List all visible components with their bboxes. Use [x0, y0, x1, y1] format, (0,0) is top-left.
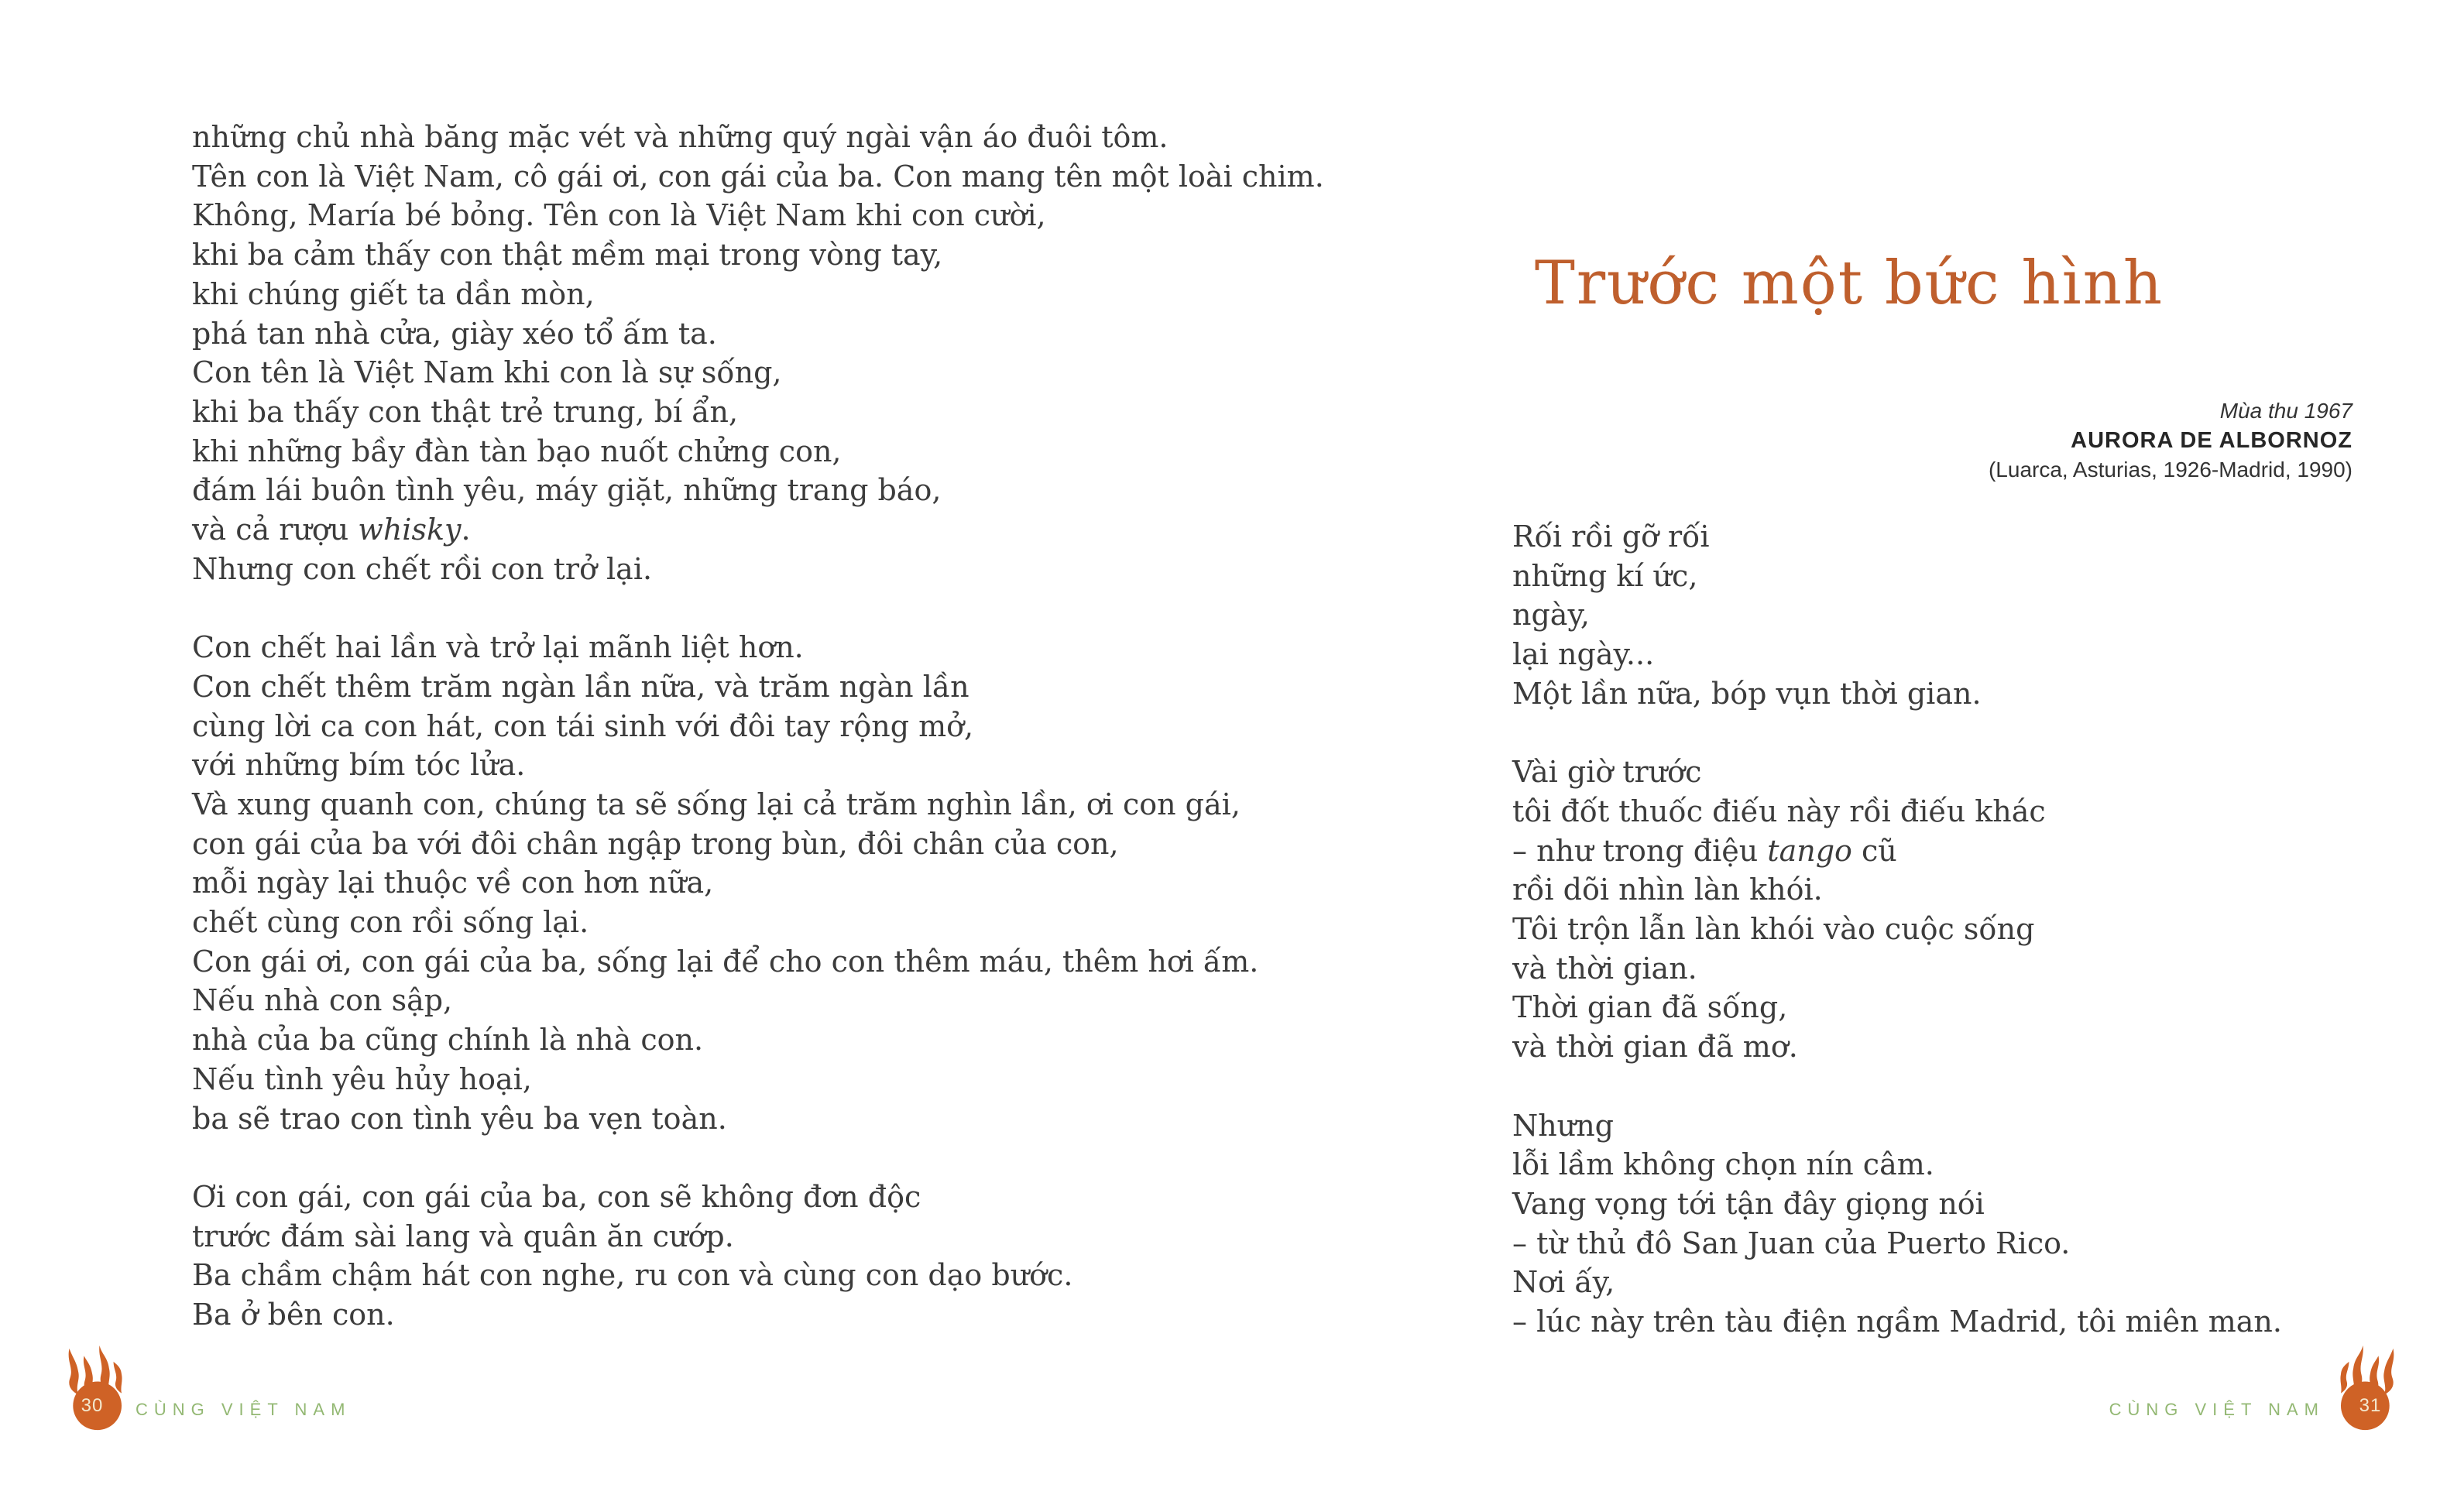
- attribution-block: [1508, 396, 2352, 485]
- poem-line: khi ba cảm thấy con thật mềm mại trong vòng tay,: [192, 238, 943, 273]
- poem-line: khi chúng giết ta dần mòn,: [192, 276, 595, 311]
- running-footer-left: CÙNG VIỆT NAM: [136, 1400, 352, 1419]
- poem-line: Một lần nữa, bóp vụn thời gian.: [1512, 676, 1982, 711]
- poem-line: [192, 1138, 1324, 1178]
- poem-line: – như trong điệu tango cũ: [1512, 833, 1897, 868]
- poem-date: Mùa thu 1967: [2219, 399, 2352, 423]
- poem-line: khi những bầy đàn tàn bạo nuốt chửng con,: [192, 434, 842, 468]
- poem-line: con gái của ba với đôi chân ngập trong bùn, đôi chân của con,: [192, 826, 1119, 861]
- poem-line: – lúc này trên tàu điện ngầm Madrid, tôi miên man.: [1512, 1305, 2282, 1339]
- poem-line: Nhưng con chết rồi con trở lại.: [192, 551, 653, 586]
- poem-line: Nơi ấy,: [1512, 1265, 1615, 1300]
- running-footer-right: CÙNG VIỆT NAM: [2109, 1400, 2325, 1419]
- poem-line: Vài giờ trước: [1512, 755, 1702, 790]
- poem-line: Nhưng: [1512, 1108, 1614, 1143]
- poem-line: Thời gian đã sống,: [1512, 990, 1788, 1025]
- poem-line: – từ thủ đô San Juan của Puerto Rico.: [1512, 1226, 2071, 1260]
- poem-line: phá tan nhà cửa, giày xéo tổ ấm ta.: [192, 316, 717, 351]
- poem-line: Vang vọng tới tận đây giọng nói: [1512, 1186, 1985, 1221]
- poem-line: [1512, 1067, 2282, 1106]
- poem-line: Tên con là Việt Nam, cô gái ơi, con gái của ba. Con mang tên một loài chim.: [192, 159, 1324, 194]
- poem-line: ngày,: [1512, 598, 1590, 633]
- poem-line: Nếu nhà con sập,: [192, 983, 453, 1018]
- poem-line: Và xung quanh con, chúng ta sẽ sống lại cả trăm nghìn lần, ơi con gái,: [192, 787, 1241, 821]
- poem-line: Tôi trộn lẫn làn khói vào cuộc sống: [1512, 912, 2035, 947]
- poem-line: [192, 588, 1324, 628]
- poem-line: Con chết thêm trăm ngàn lần nữa, và trăm ngàn lần: [192, 669, 969, 704]
- poem-line: lỗi lầm không chọn nín câm.: [1512, 1147, 1934, 1182]
- poem-line: rồi dõi nhìn làn khói.: [1512, 873, 1823, 907]
- poem-title: Trước một bức hình: [1534, 249, 2164, 318]
- poem-line: và cả rượu whisky.: [192, 513, 471, 547]
- poem-line: khi ba thấy con thật trẻ trung, bí ẩn,: [192, 394, 739, 429]
- poem-line: cùng lời ca con hát, con tái sinh với đôi tay rộng mở,: [192, 708, 974, 743]
- poem-line: chết cùng con rồi sống lại.: [192, 905, 589, 940]
- poem-line: những kí ức,: [1512, 558, 1698, 593]
- poem-line: Ba chầm chậm hát con nghe, ru con và cùng con dạo bước.: [192, 1258, 1073, 1293]
- poem-line: đám lái buôn tình yêu, máy giặt, những trang báo,: [192, 473, 942, 508]
- poem-line: Ba ở bên con.: [192, 1298, 395, 1332]
- page-number: 31: [2359, 1395, 2382, 1416]
- poem-line: [1512, 714, 2282, 753]
- poem-line: Ơi con gái, con gái của ba, con sẽ không đơn độc: [192, 1179, 921, 1214]
- poem-line: mỗi ngày lại thuộc về con hơn nữa,: [192, 866, 714, 900]
- poem-line: lại ngày...: [1512, 637, 1655, 672]
- flame-icon: [59, 1344, 125, 1432]
- poem-line: Con tên là Việt Nam khi con là sự sống,: [192, 355, 782, 390]
- poem-line: Rối rồi gỡ rối: [1512, 519, 1710, 554]
- poem-line: trước đám sài lang và quân ăn cướp.: [192, 1219, 734, 1253]
- poem-line: và thời gian.: [1512, 951, 1697, 986]
- poem-line: ba sẽ trao con tình yêu ba vẹn toàn.: [192, 1101, 727, 1136]
- poem-line: Không, María bé bỏng. Tên con là Việt Nam khi con cười,: [192, 198, 1046, 233]
- flame-icon: [2337, 1344, 2404, 1432]
- poem-line: với những bím tóc lửa.: [192, 748, 526, 783]
- author-life-dates: (Luarca, Asturias, 1926-Madrid, 1990): [1988, 458, 2352, 482]
- right-page-poem: [1512, 517, 2282, 1342]
- poem-line: Nếu tình yêu hủy hoại,: [192, 1061, 532, 1096]
- poem-line: những chủ nhà băng mặc vét và những quý ngài vận áo đuôi tôm.: [192, 120, 1169, 154]
- left-page-poem: [192, 118, 1324, 1335]
- poem-line: nhà của ba cũng chính là nhà con.: [192, 1023, 704, 1058]
- poem-author: AURORA DE ALBORNOZ: [2071, 428, 2352, 453]
- flame-graphic: [59, 1344, 125, 1432]
- poem-line: và thời gian đã mơ.: [1512, 1030, 1798, 1065]
- poem-line: Con chết hai lần và trở lại mãnh liệt hơn.: [192, 630, 804, 665]
- flame-graphic: [2337, 1344, 2404, 1432]
- poem-line: Con gái ơi, con gái của ba, sống lại để cho con thêm máu, thêm hơi ấm.: [192, 944, 1259, 979]
- page-number: 30: [81, 1395, 104, 1416]
- poem-line: tôi đốt thuốc điếu này rồi điếu khác: [1512, 794, 2046, 828]
